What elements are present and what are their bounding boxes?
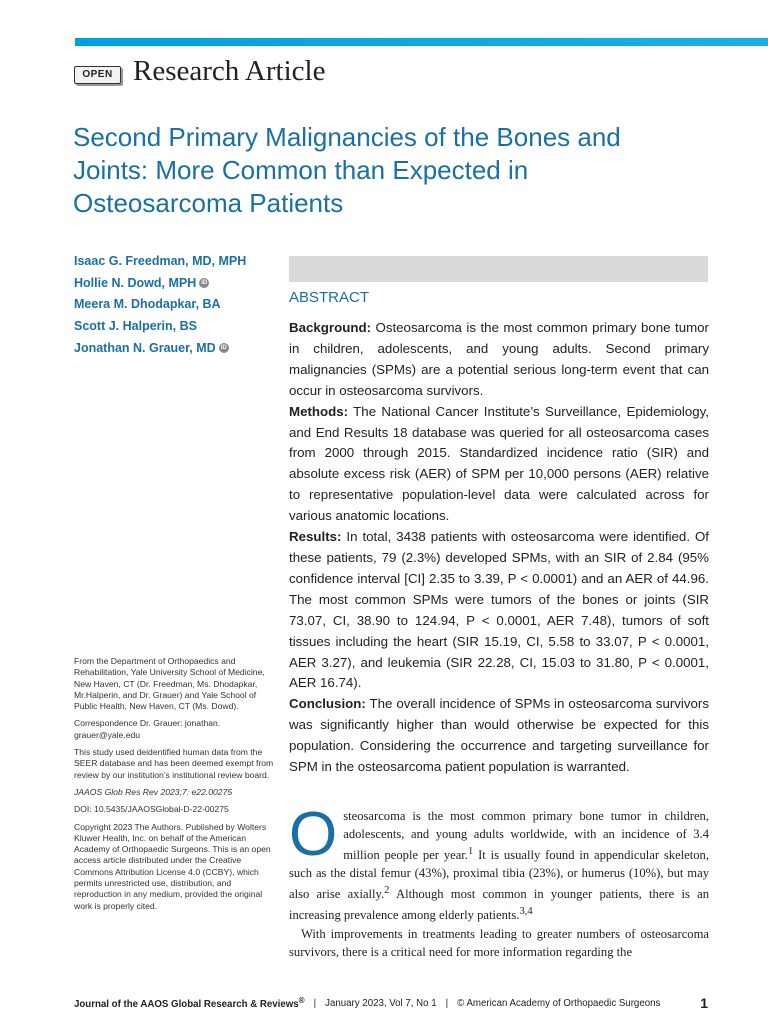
- author-name: Isaac G. Freedman, MD, MPH: [74, 253, 247, 268]
- author-item: [74, 337, 246, 359]
- header-accent-bar: [75, 38, 768, 46]
- introduction-text: [289, 800, 710, 961]
- footer-journal-name: Journal of the AAOS Global Research & Reviews: [74, 999, 299, 1011]
- page-footer: [74, 995, 708, 1011]
- footer-journal: [74, 996, 305, 1010]
- author-list: [74, 250, 246, 358]
- footer-publisher: © American Academy of Orthopaedic Surgeons: [457, 997, 661, 1009]
- author-name: Meera M. Dhodapkar, BA: [74, 297, 221, 312]
- abstract-section-text: In total, 3438 patients with osteosarcoma were identified. Of these patients, 79 (2.3%) developed SPMs, with an SIR of 2.84 (95% confidence interval [CI] 2.35 to 3.39, P < 0.0001) and an AER of 44.96. The most common SPMs were tumors of the bones or joints (SIR 73.07, CI, 38.90 to 124.94, P < 0.0001, AER 7.48), tumors of soft tissues including the heart (SIR 15.19, CI, 5.58 to 33.07, P < 0.0001, AER 3.27), and leukemia (SIR 22.28, CI, 15.03 to 31.80, P < 0.0001, AER 16.74).: [289, 529, 709, 691]
- intro-paragraph: [289, 800, 710, 925]
- author-name: Hollie N. Dowd, MPH: [74, 275, 197, 290]
- footer-separator: |: [313, 997, 317, 1009]
- footer-separator: |: [445, 997, 449, 1009]
- intro-text: Although most common in younger patients, there is an increasing prevalence among elderly patients.: [289, 887, 709, 923]
- abstract-section-text: The overall incidence of SPMs in osteosarcoma survivors was significantly higher than would otherwise be expected for this population. Considering the occurrence and targeting surveillance for SPM in the osteosarcoma patient population is warranted.: [289, 696, 709, 775]
- abstract-section-label: Results:: [289, 529, 342, 545]
- citation-ref[interactable]: 3,4: [519, 906, 533, 918]
- drop-cap: O: [289, 800, 338, 869]
- footer-issue: January 2023, Vol 7, No 1: [325, 997, 437, 1009]
- author-name: Jonathan N. Grauer, MD: [74, 340, 216, 355]
- article-type-label: Research Article: [133, 55, 326, 87]
- doi-link[interactable]: DOI: 10.5435/JAAOSGlobal-D-22-00275: [74, 804, 229, 815]
- journal-citation: JAAOS Glob Res Rev 2023;7: e22.00275: [74, 786, 233, 797]
- intro-text: It is usually found in appendicular skeleton, such as the distal femur (43%), proximal tibia (23%), or humerus (10%), but may also arise axially.: [289, 848, 710, 902]
- abstract-heading: ABSTRACT: [289, 289, 370, 306]
- abstract-section-text: The National Cancer Institute’s Surveillance, Epidemiology, and End Results 18 database was queried for all osteosarcoma cases from 2000 through 2015. Standardized incidence ratio (SIR) and absolute excess risk (AER) of SPM per 10,000 persons (AER) relative to representative population-level data were calculated across for various anatomic locations.: [289, 403, 709, 524]
- citation-ref[interactable]: 2: [384, 885, 390, 897]
- abstract-methods: [289, 402, 709, 527]
- abstract-results: [289, 527, 709, 694]
- affiliation-note: From the Department of Orthopaedics and Rehabilitation, Yale University School of Medicine, New Haven, CT (Dr. Freedman, Ms. Dhodapkar, Mr.Halperin, and Dr. Grauer) and Yale School of Public Health, New Haven, CT (Ms. Dowd).: [74, 656, 265, 712]
- registered-mark: ®: [298, 995, 305, 1005]
- author-item: [74, 250, 246, 272]
- abstract-section-label: Methods:: [289, 403, 349, 419]
- abstract-body: [289, 318, 709, 778]
- abstract-background: [289, 318, 709, 402]
- sidebar-notes: [74, 656, 274, 918]
- author-item: [74, 315, 246, 337]
- author-item: [74, 293, 246, 315]
- abstract-section-text: Osteosarcoma is the most common primary bone tumor in children, adolescents, and young adults. Second primary malignancies (SPMs) are a potential serious long-term event that can occur in osteosarcoma survivors.: [289, 320, 709, 398]
- abstract-conclusion: [289, 694, 709, 778]
- open-access-badge: OPEN: [74, 66, 121, 84]
- copyright-note: Copyright 2023 The Authors. Published by Wolters Kluwer Health, Inc. on behalf of the American Academy of Orthopaedic Surgeons. This is an open access article distributed under the Creative Commons Attribution License 4.0 (CCBY), which permits unrestricted use, distribution, and reproduction in any medium, provided the original work is properly cited.: [74, 821, 271, 911]
- intro-text: steosarcoma is the most common primary bone tumor in children, adolescents, and young adults worldwide, with an incidence of 3.4 million people per year.: [343, 809, 709, 863]
- citation-ref[interactable]: 1: [467, 846, 474, 857]
- article-title: Second Primary Malignancies of the Bones and Joints: More Common than Expected in Osteosarcoma Patients: [73, 122, 621, 218]
- orcid-icon[interactable]: iD: [220, 344, 227, 351]
- abstract-section-label: Conclusion:: [289, 696, 366, 712]
- irb-note: This study used deidentified human data from the SEER database and has been deemed exempt from review by our institution’s institutional review board.: [74, 747, 274, 780]
- abstract-section-label: Background:: [289, 320, 372, 335]
- page-number: 1: [700, 995, 708, 1011]
- author-item: [74, 272, 246, 294]
- intro-paragraph: With improvements in treatments leading to greater numbers of osteosarcoma survivors, there is a critical need for more information regarding the: [289, 926, 709, 959]
- author-name: Scott J. Halperin, BS: [74, 318, 197, 333]
- orcid-icon[interactable]: iD: [201, 279, 208, 286]
- correspondence-note: Correspondence Dr. Grauer: jonathan. grauer@yale.edu: [74, 718, 221, 740]
- abstract-header-bar: [289, 256, 708, 282]
